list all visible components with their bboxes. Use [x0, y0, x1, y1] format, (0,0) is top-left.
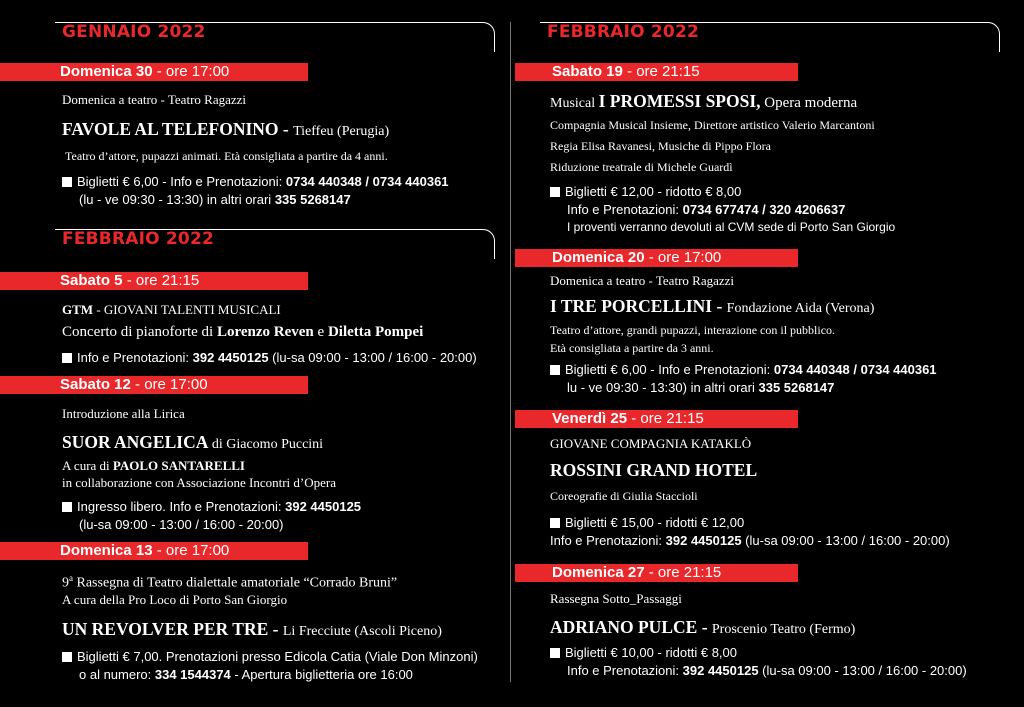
event-category: Domenica a teatro - Teatro Ragazzi	[62, 92, 247, 107]
event-info-line	[62, 350, 477, 365]
right-column	[515, 0, 1024, 707]
event-credit: Compagnia Musical Insieme, Direttore artistico Valerio Marcantoni	[550, 118, 875, 132]
info-text: Biglietti € 7,00. Prenotazioni presso Edicola Catia (Viale Don Minzoni)	[77, 649, 478, 664]
event-info-line	[567, 380, 834, 395]
category-abbr: GTM	[62, 302, 94, 317]
event-title: ROSSINI GRAND HOTEL	[550, 460, 758, 480]
event-bar-venerdi-25	[515, 410, 798, 428]
event-credit: Regia Elisa Ravanesi, Musiche di Pippo Flora	[550, 139, 771, 153]
event-info-line	[550, 515, 744, 530]
info-text: Biglietti € 15,00 - ridotti € 12,00	[565, 515, 745, 530]
phone-separator: /	[758, 202, 770, 217]
event-title-line	[550, 617, 855, 638]
month-heading-febbraio: FEBBRAIO 2022	[62, 229, 214, 249]
phone-number: 392 4450125	[665, 533, 742, 548]
edition-suffix: a	[69, 573, 73, 583]
event-company: Fondazione Aida (Verona)	[726, 301, 875, 316]
info-text: Biglietti € 6,00 - Info e Prenotazioni:	[77, 174, 286, 189]
event-day: Sabato 5	[60, 272, 123, 289]
event-time: - ore 21:15	[644, 564, 722, 581]
phone-number: 0734 440361	[860, 362, 937, 377]
edition-number: 9	[62, 575, 69, 591]
title-separator: -	[278, 119, 294, 139]
event-category: Domenica a teatro - Teatro Ragazzi	[550, 273, 735, 288]
event-time: - ore 17:00	[152, 63, 230, 80]
event-info-line	[550, 362, 937, 377]
phone-number: 392 4450125	[682, 663, 759, 678]
title-separator: -	[268, 619, 283, 639]
bullet-square-icon	[550, 365, 560, 375]
bullet-square-icon	[62, 652, 72, 662]
info-text: Biglietti € 12,00 - ridotto € 8,00	[565, 184, 742, 199]
event-info-line	[550, 533, 950, 548]
info-text: lu - ve 09:30 - 13:30) in altri orari	[567, 380, 759, 395]
info-text: o al numero:	[79, 667, 155, 682]
event-title: I TRE PORCELLINI	[550, 296, 713, 316]
info-text: Info e Prenotazioni:	[567, 663, 683, 678]
event-title-text: Concerto di pianoforte di	[62, 324, 217, 340]
event-time: - ore 21:15	[122, 272, 200, 289]
event-title: I PROMESSI SPOSI,	[598, 91, 761, 111]
event-title-line	[550, 460, 757, 481]
bullet-square-icon	[550, 518, 560, 528]
title-separator: -	[712, 296, 727, 316]
event-category: Introduzione alla Lirica	[62, 406, 185, 421]
event-subtitle: Opera moderna	[760, 95, 858, 111]
phone-number: 335 5268147	[274, 192, 351, 207]
event-company: Proscenio Teatro (Fermo)	[711, 622, 856, 637]
event-time: - ore 21:15	[627, 410, 704, 427]
phone-number: 320 4206637	[769, 202, 846, 217]
event-description: Età consigliata a partire da 3 anni.	[550, 341, 714, 355]
phone-number: 392 4450125	[192, 350, 269, 365]
phone-separator: /	[849, 362, 861, 377]
event-info-line	[567, 663, 967, 678]
event-info-line: (lu-sa 09:00 - 13:00 / 16:00 - 20:00)	[79, 517, 284, 532]
event-credit: in collaborazione con Associazione Incontri d’Opera	[62, 475, 336, 490]
event-day: Domenica 27	[552, 564, 645, 581]
event-category: Rassegna Sotto_Passaggi	[550, 591, 682, 606]
event-info-line	[62, 499, 361, 514]
event-info-line	[567, 202, 845, 217]
bullet-square-icon	[62, 177, 72, 187]
bullet-square-icon	[550, 648, 560, 658]
title-separator: -	[697, 617, 712, 637]
event-credit	[62, 458, 245, 474]
event-title: FAVOLE AL TELEFONINO	[62, 119, 279, 139]
event-info-line	[79, 192, 351, 207]
event-info-line	[79, 667, 413, 682]
month-heading-febbraio: FEBBRAIO 2022	[547, 22, 699, 42]
event-bar-domenica-27	[515, 564, 798, 582]
event-day: Domenica 30	[60, 63, 153, 80]
event-credit: Coreografie di Giulia Staccioli	[550, 489, 698, 503]
event-bar-domenica-30	[0, 63, 308, 81]
month-heading-gennaio: GENNAIO 2022	[62, 22, 206, 42]
event-bar-domenica-13	[0, 542, 308, 560]
event-company: Tieffeu (Perugia)	[293, 124, 390, 139]
phone-number: 335 5268147	[758, 380, 835, 395]
phone-number: 334 1544374	[154, 667, 231, 682]
event-genre: Musical	[550, 96, 599, 111]
info-text: (lu-sa 09:00 - 13:00 / 16:00 - 20:00)	[741, 533, 950, 548]
event-day: Venerdì 25	[552, 410, 628, 427]
phone-number: 392 4450125	[285, 499, 362, 514]
event-category	[62, 302, 281, 318]
event-title: ADRIANO PULCE	[550, 617, 698, 637]
event-title: SUOR ANGELICA	[62, 432, 209, 452]
info-text: (lu-sa 09:00 - 13:00 / 16:00 - 20:00)	[268, 350, 477, 365]
bullet-square-icon	[550, 187, 560, 197]
event-description: Teatro d’attore, pupazzi animati. Età consigliata a partire da 4 anni.	[65, 149, 388, 163]
event-description: Teatro d’attore, grandi pupazzi, interazione con il pubblico.	[550, 323, 836, 337]
info-text: - Apertura biglietteria ore 16:00	[230, 667, 413, 682]
info-text: (lu - ve 09:30 - 13:30) in altri orari	[79, 192, 275, 207]
event-time: - ore 17:00	[644, 249, 722, 266]
info-text: Ingresso libero. Info e Prenotazioni:	[77, 499, 286, 514]
event-title-line	[550, 91, 857, 112]
event-time: - ore 17:00	[130, 376, 208, 393]
event-bar-sabato-12	[0, 376, 308, 394]
event-title-text: e	[313, 324, 328, 340]
info-text: Info e Prenotazioni:	[550, 533, 666, 548]
event-day: Domenica 13	[60, 542, 153, 559]
event-bar-sabato-5	[0, 272, 308, 290]
category-text: - GIOVANI TALENTI MUSICALI	[93, 302, 281, 317]
event-title-line	[550, 296, 874, 317]
event-organizer: A cura della Pro Loco di Porto San Giorgio	[62, 592, 288, 607]
info-text: (lu-sa 09:00 - 13:00 / 16:00 - 20:00)	[758, 663, 967, 678]
info-text: Info e Prenotazioni:	[567, 202, 683, 217]
phone-number: 0734 677474	[682, 202, 759, 217]
event-day: Sabato 19	[552, 63, 623, 80]
credit-name: PAOLO SANTARELLI	[112, 458, 245, 473]
event-time: - ore 17:00	[152, 542, 230, 559]
phone-number: 0734 440361	[372, 174, 449, 189]
event-category: GIOVANE COMPAGNIA KATAKLÒ	[550, 436, 752, 451]
event-title-line	[62, 119, 389, 140]
event-day: Domenica 20	[552, 249, 645, 266]
info-text: Biglietti € 10,00 - ridotti € 8,00	[565, 645, 737, 660]
event-info-line	[550, 184, 741, 199]
event-title: UN REVOLVER PER TRE	[62, 619, 269, 639]
event-info-line	[62, 649, 478, 664]
performer-name: Diletta Pompei	[327, 324, 424, 340]
event-info-line	[550, 645, 737, 660]
performer-name: Lorenzo Reven	[216, 324, 314, 340]
phone-separator: /	[361, 174, 373, 189]
info-text: Info e Prenotazioni:	[77, 350, 193, 365]
credit-text: A cura di	[62, 458, 113, 473]
column-divider	[510, 22, 511, 682]
event-info-line: I proventi verranno devoluti al CVM sede di Porto San Giorgio	[567, 220, 896, 234]
event-time: - ore 21:15	[622, 63, 700, 80]
event-title-line	[62, 324, 423, 341]
phone-number: 0734 440348	[285, 174, 362, 189]
event-day: Sabato 12	[60, 376, 131, 393]
left-column	[0, 0, 505, 707]
event-credit: Riduzione treatrale di Michele Guardì	[550, 160, 733, 174]
phone-number: 0734 440348	[773, 362, 850, 377]
event-bar-sabato-19	[515, 63, 798, 81]
bullet-square-icon	[62, 502, 72, 512]
event-category	[62, 573, 397, 592]
event-title-line	[62, 432, 323, 453]
event-author: di Giacomo Puccini	[208, 437, 324, 452]
event-title-line	[62, 619, 442, 640]
event-info-line	[62, 174, 449, 189]
event-bar-domenica-20	[515, 249, 798, 267]
bullet-square-icon	[62, 353, 72, 363]
category-text: Rassegna di Teatro dialettale amatoriale “Corrado Bruni”	[73, 575, 398, 591]
info-text: Biglietti € 6,00 - Info e Prenotazioni:	[565, 362, 774, 377]
event-company: Li Frecciute (Ascoli Piceno)	[282, 624, 442, 639]
